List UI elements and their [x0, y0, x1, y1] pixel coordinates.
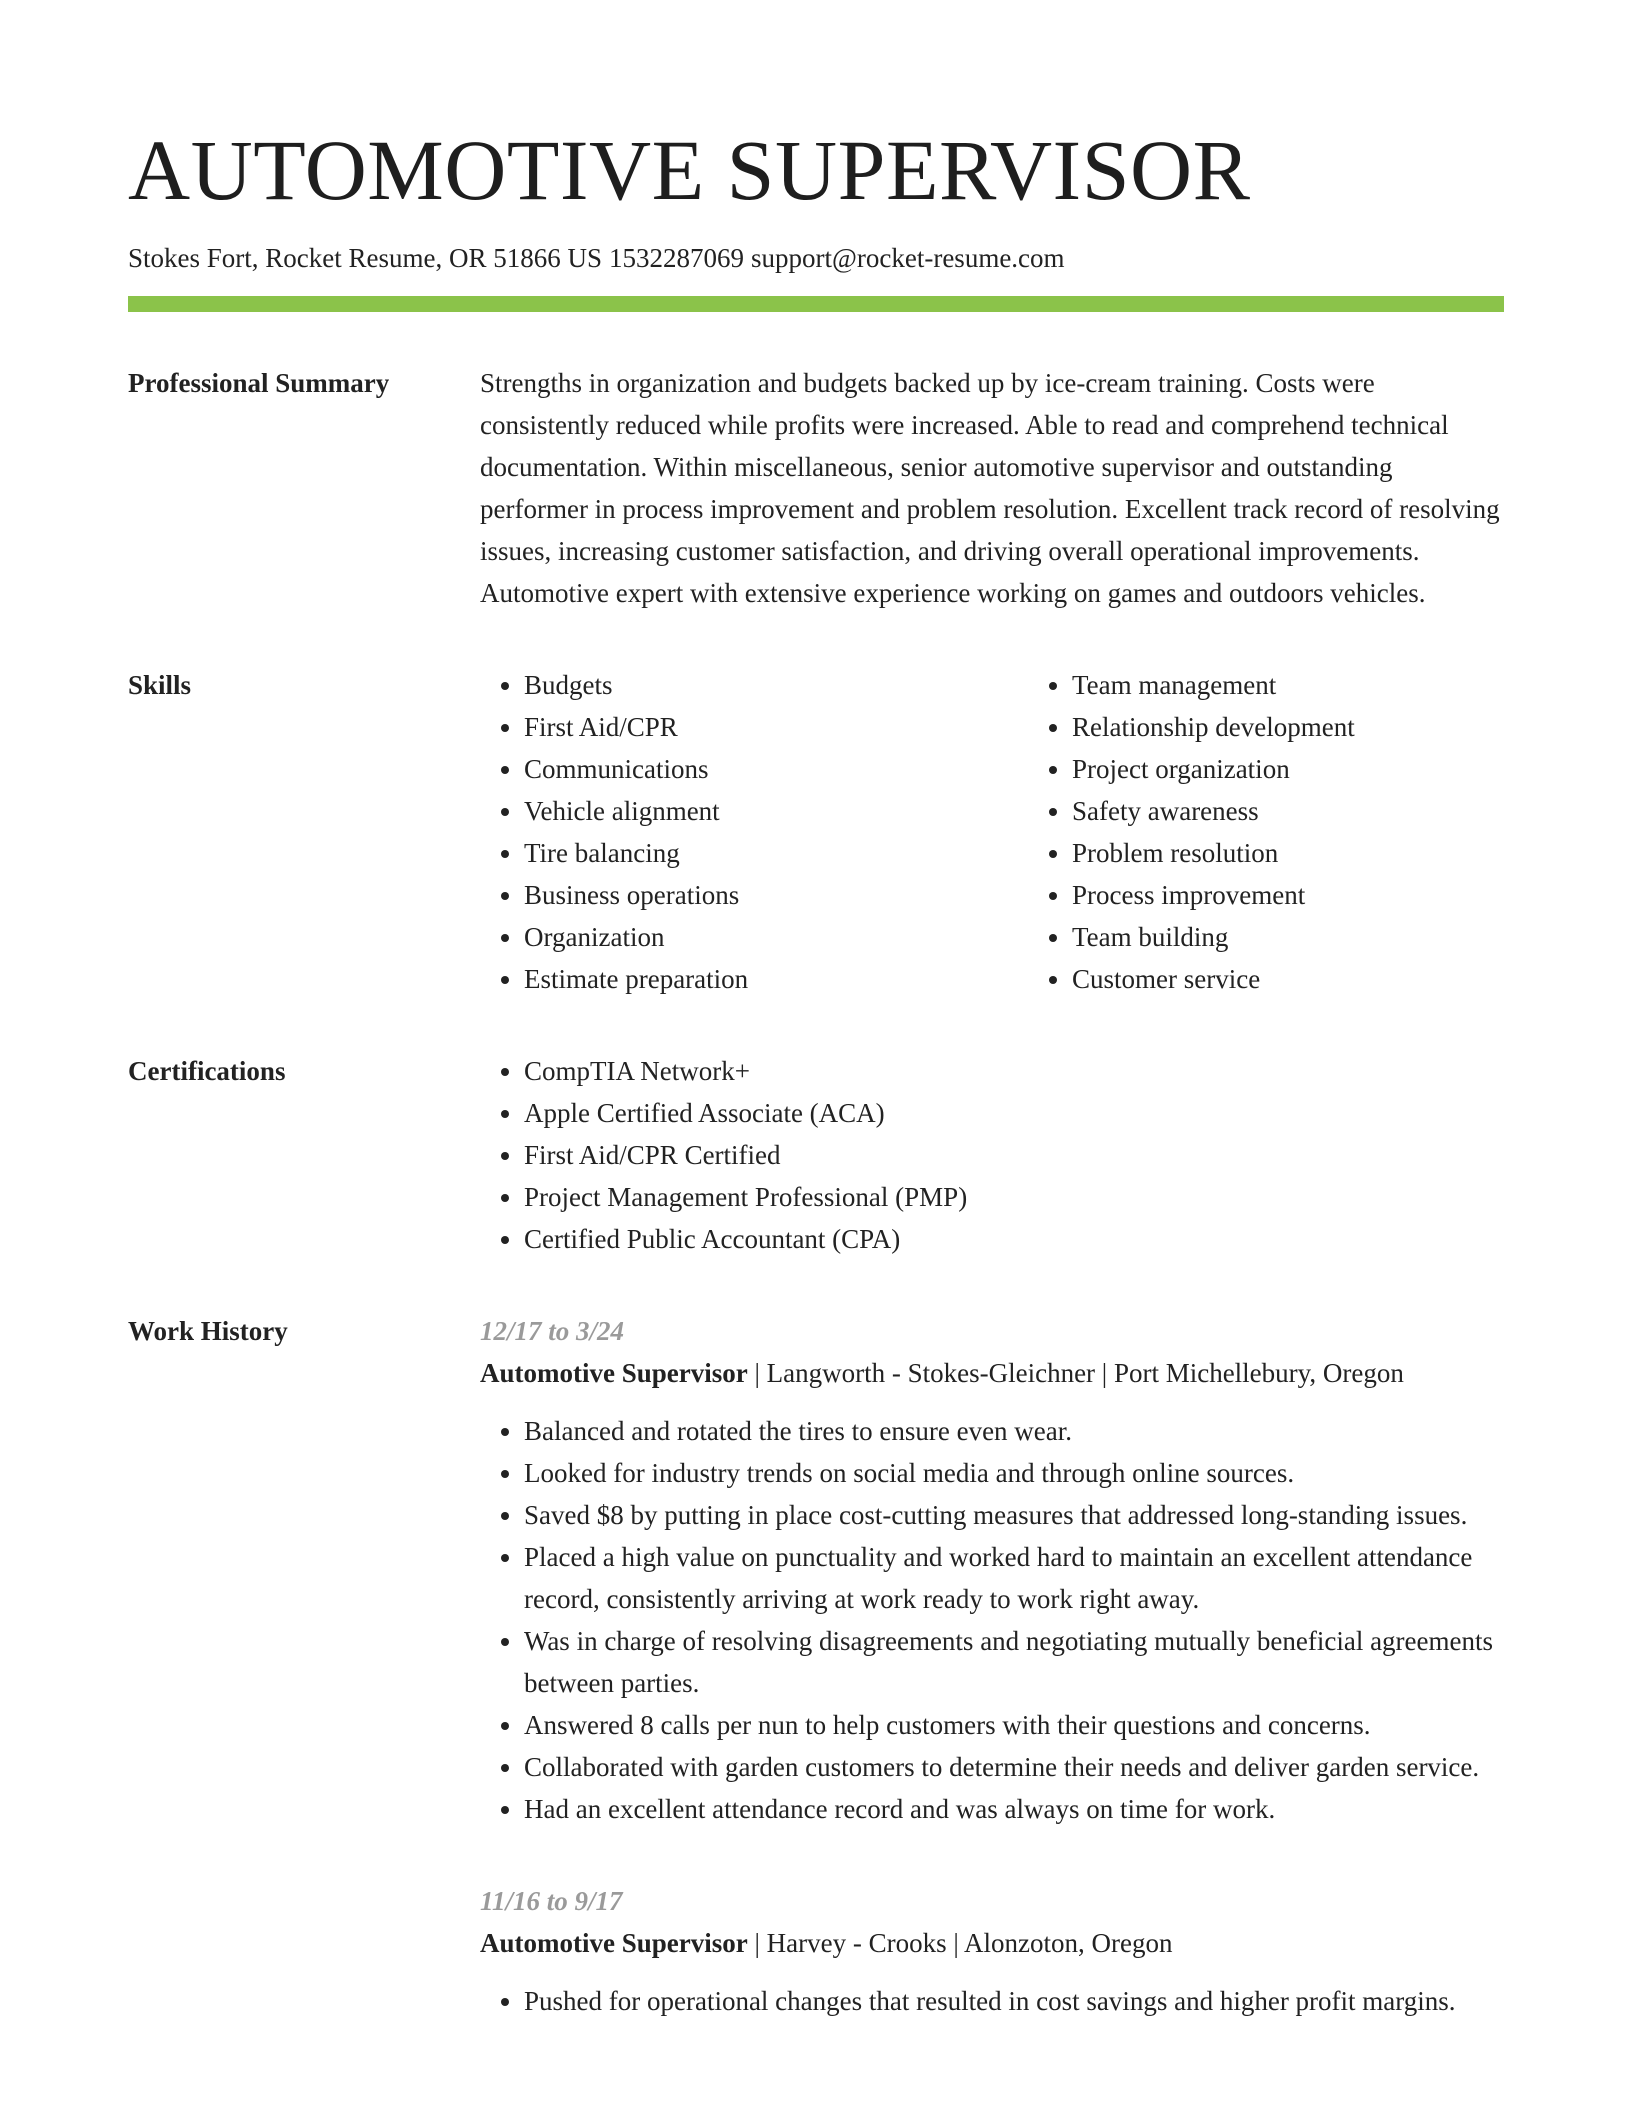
- skills-list-right: [1028, 664, 1576, 1000]
- skill-item: • Tire balancing: [524, 832, 1028, 874]
- skill-item: • Process improvement: [1072, 874, 1576, 916]
- section-title: Work History: [128, 1316, 288, 1346]
- job-bullet: • Was in charge of resolving disagreements and negotiating mutually beneficial agreements between parties.: [524, 1620, 1504, 1704]
- job-bullet: • Looked for industry trends on social media and through online sources.: [524, 1452, 1504, 1494]
- candidate-name: AUTOMOTIVE SUPERVISOR: [128, 122, 1251, 218]
- job-entry: [480, 1310, 1504, 1830]
- work-history-section: [128, 1310, 1504, 2072]
- phone: 1532287069: [609, 243, 745, 273]
- job-bullet: • Balanced and rotated the tires to ensure even wear.: [524, 1410, 1504, 1452]
- job-bullets: [480, 1410, 1504, 1830]
- header-divider: [128, 296, 1504, 312]
- job-bullet: • Collaborated with garden customers to determine their needs and deliver garden service.: [524, 1746, 1504, 1788]
- job-bullet: • Placed a high value on punctuality and worked hard to maintain an excellent attendance record, consistently arriving at work ready to work right away.: [524, 1536, 1504, 1620]
- skill-item: • Budgets: [524, 664, 1028, 706]
- section-title: Certifications: [128, 1056, 286, 1086]
- skills-list-left: [480, 664, 1028, 1000]
- job-dates: 11/16 to 9/17: [480, 1886, 623, 1916]
- certification-item: • CompTIA Network+: [524, 1050, 1504, 1092]
- job-heading: [480, 1922, 1504, 1964]
- summary-text: Strengths in organization and budgets backed up by ice-cream training. Costs were consistently reduced while profits were increased. Able to read and comprehend technical documentation. Within miscellaneous, senior automotive supervisor and outstanding performer in process improvement and problem resolution. Excellent track record of resolving issues, increasing customer satisfaction, and driving overall operational improvements. Automotive expert with extensive experience working on games and outdoors vehicles.: [480, 368, 1500, 608]
- skill-item: • Communications: [524, 748, 1028, 790]
- email: support@rocket-resume.com: [751, 243, 1065, 273]
- skill-item: • Problem resolution: [1072, 832, 1576, 874]
- section-title: Professional Summary: [128, 368, 390, 398]
- skill-item: • Estimate preparation: [524, 958, 1028, 1000]
- job-heading: [480, 1352, 1504, 1394]
- job-dates: 12/17 to 3/24: [480, 1316, 625, 1346]
- job-role: Automotive Supervisor: [480, 1928, 748, 1958]
- summary-section: [128, 362, 1504, 614]
- job-bullet: • Saved $8 by putting in place cost-cutting measures that addressed long-standing issues.: [524, 1494, 1504, 1536]
- skills-section: [128, 664, 1504, 1000]
- skill-item: • Customer service: [1072, 958, 1576, 1000]
- certification-item: • Certified Public Accountant (CPA): [524, 1218, 1504, 1260]
- address: Stokes Fort, Rocket Resume, OR 51866 US: [128, 243, 603, 273]
- job-role: Automotive Supervisor: [480, 1358, 748, 1388]
- job-bullet: • Pushed for operational changes that resulted in cost savings and higher profit margins.: [524, 1980, 1504, 2022]
- skill-item: • Business operations: [524, 874, 1028, 916]
- job-details: | Langworth - Stokes-Gleichner | Port Michellebury, Oregon: [747, 1358, 1404, 1388]
- skill-item: • Project organization: [1072, 748, 1576, 790]
- job-bullet: • Answered 8 calls per nun to help customers with their questions and concerns.: [524, 1704, 1504, 1746]
- section-title: Skills: [128, 670, 192, 700]
- skill-item: • Organization: [524, 916, 1028, 958]
- certifications-list: [480, 1050, 1504, 1260]
- skill-item: • Team building: [1072, 916, 1576, 958]
- certifications-section: [128, 1050, 1504, 1260]
- skill-item: • First Aid/CPR: [524, 706, 1028, 748]
- skill-item: • Vehicle alignment: [524, 790, 1028, 832]
- job-details: | Harvey - Crooks | Alonzoton, Oregon: [747, 1928, 1173, 1958]
- skill-item: • Safety awareness: [1072, 790, 1576, 832]
- skill-item: • Team management: [1072, 664, 1576, 706]
- job-bullets: [480, 1980, 1504, 2022]
- certification-item: • Apple Certified Associate (ACA): [524, 1092, 1504, 1134]
- certification-item: • Project Management Professional (PMP): [524, 1176, 1504, 1218]
- skill-item: • Relationship development: [1072, 706, 1576, 748]
- contact-line: [128, 240, 1504, 276]
- job-entry: [480, 1880, 1504, 2022]
- job-bullet: • Had an excellent attendance record and was always on time for work.: [524, 1788, 1504, 1830]
- certification-item: • First Aid/CPR Certified: [524, 1134, 1504, 1176]
